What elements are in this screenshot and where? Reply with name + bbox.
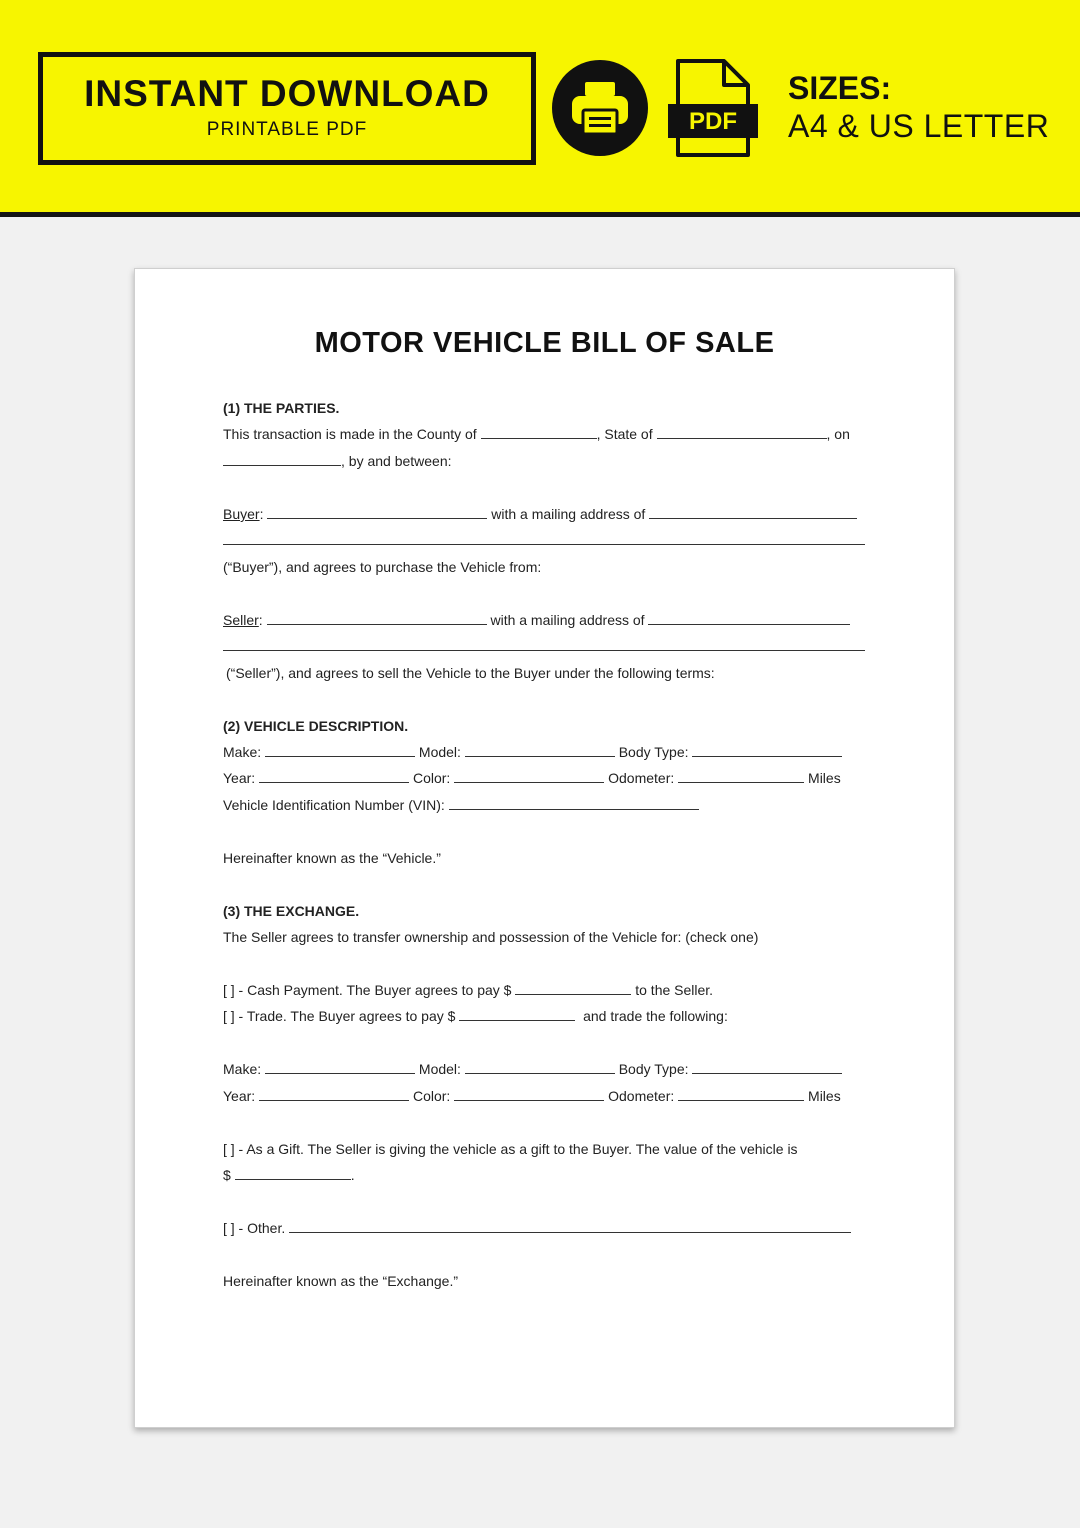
state-prefix: , State of xyxy=(596,426,653,442)
trade-make-line xyxy=(223,1060,842,1078)
seller-address-rule xyxy=(223,650,865,651)
trade-odometer-label: Odometer: xyxy=(608,1088,675,1104)
trade-year-blank xyxy=(259,1088,409,1101)
miles-label: Miles xyxy=(808,770,841,786)
between-suffix: , by and between: xyxy=(341,453,452,469)
sizes-label: SIZES: xyxy=(788,70,892,106)
buyer-label: Buyer xyxy=(223,506,260,522)
trade-prefix: [ ] - Trade. The Buyer agrees to pay $ xyxy=(223,1008,456,1024)
exchange-intro: The Seller agrees to transfer ownership and possession of the Vehicle for: (check one) xyxy=(223,929,759,945)
color-blank xyxy=(454,770,604,783)
seller-clause: (“Seller”), and agrees to sell the Vehicle to the Buyer under the following terms: xyxy=(226,665,715,681)
vehicle-year-line xyxy=(223,769,841,787)
trade-amount-blank xyxy=(459,1008,575,1021)
county-blank xyxy=(481,426,597,439)
vehicle-known-as: Hereinafter known as the “Vehicle.” xyxy=(223,850,441,866)
year-label: Year: xyxy=(223,770,256,786)
trade-miles-label: Miles xyxy=(808,1088,841,1104)
vehicle-heading: (2) VEHICLE DESCRIPTION. xyxy=(223,718,409,734)
trade-year-line xyxy=(223,1087,841,1105)
trade-color-blank xyxy=(454,1088,604,1101)
trade-body-type-label: Body Type: xyxy=(618,1061,689,1077)
body-type-label: Body Type: xyxy=(618,744,689,760)
exchange-known-as: Hereinafter known as the “Exchange.” xyxy=(223,1273,459,1289)
buyer-line: Buyer: with a mailing address of xyxy=(223,505,857,523)
trade-make-label: Make: xyxy=(223,1061,262,1077)
pdf-file-icon xyxy=(666,58,762,158)
seller-mailing-text: with a mailing address of xyxy=(490,612,645,628)
model-blank xyxy=(465,744,615,757)
gift-end: . xyxy=(350,1167,355,1183)
other-blank xyxy=(289,1220,851,1233)
seller-address-blank xyxy=(648,612,850,625)
on-suffix: , on xyxy=(826,426,850,442)
sizes-info xyxy=(788,70,1049,146)
date-blank xyxy=(223,453,341,466)
body-type-blank xyxy=(692,744,842,757)
trade-suffix: and trade the following: xyxy=(583,1008,728,1024)
gift-value-line xyxy=(223,1166,355,1184)
odometer-blank xyxy=(678,770,804,783)
promo-banner xyxy=(0,0,1080,217)
state-blank xyxy=(657,426,827,439)
other-option xyxy=(223,1219,851,1237)
date-line xyxy=(223,452,452,470)
pdf-label: PDF xyxy=(689,108,737,135)
exchange-heading: (3) THE EXCHANGE. xyxy=(223,903,360,919)
trade-make-blank xyxy=(265,1061,415,1074)
vin-label: Vehicle Identification Number (VIN): xyxy=(223,797,445,813)
trade-option xyxy=(223,1007,728,1025)
trade-color-label: Color: xyxy=(412,1088,451,1104)
trade-year-label: Year: xyxy=(223,1088,256,1104)
buyer-address-rule xyxy=(223,544,865,545)
trade-odometer-blank xyxy=(678,1088,804,1101)
make-label: Make: xyxy=(223,744,262,760)
make-blank xyxy=(265,744,415,757)
parties-heading: (1) THE PARTIES. xyxy=(223,400,340,416)
document-title: MOTOR VEHICLE BILL OF SALE xyxy=(314,327,775,359)
cash-prefix: [ ] - Cash Payment. The Buyer agrees to pay $ xyxy=(223,982,512,998)
gift-value-blank xyxy=(235,1167,351,1180)
vin-line xyxy=(223,796,699,814)
sizes-value: A4 & US LETTER xyxy=(788,108,1050,144)
county-line xyxy=(223,425,850,443)
trade-model-label: Model: xyxy=(418,1061,461,1077)
buyer-name-blank xyxy=(267,506,487,519)
cash-amount-blank xyxy=(515,982,631,995)
model-label: Model: xyxy=(418,744,461,760)
gift-option: [ ] - As a Gift. The Seller is giving the vehicle as a gift to the Buyer. The value of the vehicle is xyxy=(223,1141,798,1157)
buyer-mailing-text: with a mailing address of xyxy=(491,506,646,522)
odometer-label: Odometer: xyxy=(608,770,675,786)
cash-option xyxy=(223,981,713,999)
document-page xyxy=(134,268,955,1428)
buyer-clause: (“Buyer”), and agrees to purchase the Vehicle from: xyxy=(223,559,542,575)
printer-icon xyxy=(552,60,648,156)
county-prefix: This transaction is made in the County of xyxy=(223,426,477,442)
trade-model-blank xyxy=(465,1061,615,1074)
trade-body-type-blank xyxy=(692,1061,842,1074)
seller-line: Seller: with a mailing address of xyxy=(223,611,850,629)
vehicle-make-line xyxy=(223,743,842,761)
cash-suffix: to the Seller. xyxy=(635,982,714,998)
vin-blank xyxy=(449,797,699,810)
color-label: Color: xyxy=(412,770,451,786)
instant-download-badge xyxy=(38,52,536,165)
seller-name-blank xyxy=(267,612,487,625)
buyer-address-blank xyxy=(649,506,857,519)
badge-subtitle: PRINTABLE PDF xyxy=(206,119,368,140)
year-blank xyxy=(259,770,409,783)
badge-title: INSTANT DOWNLOAD xyxy=(84,73,490,114)
seller-label: Seller xyxy=(223,612,259,628)
other-label: [ ] - Other. xyxy=(223,1220,286,1236)
gift-dollar: $ xyxy=(223,1167,231,1183)
